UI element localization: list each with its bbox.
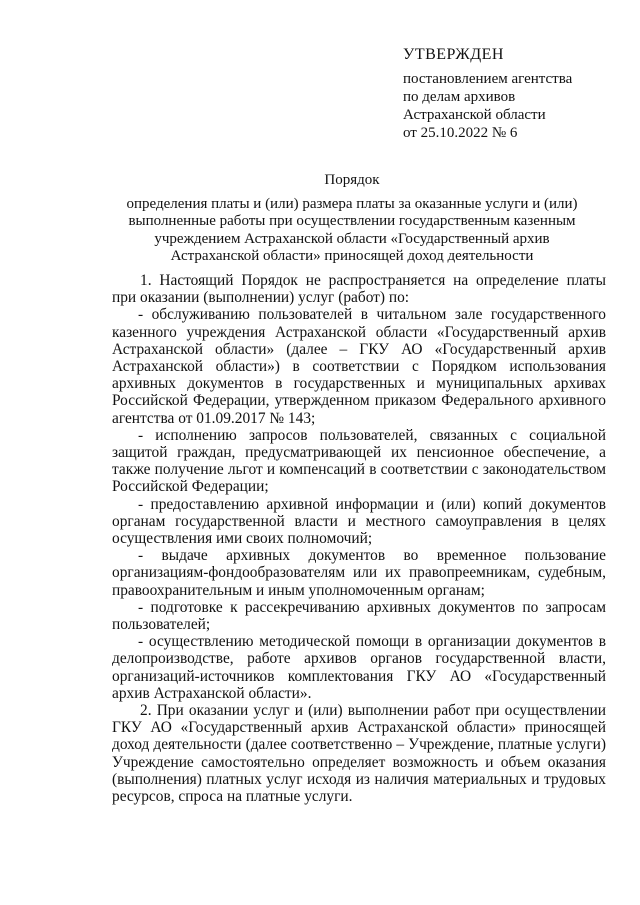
list-item: - предоставлению архивной информации и (или) копий документов органам государственной власти и местного самоуправления в целях осуществления ими своих полномочий; <box>112 495 606 548</box>
approval-line: по делам архивов <box>403 89 516 105</box>
list-item: - подготовке к рассекречиванию архивных документов по запросам пользователей; <box>112 598 606 634</box>
list-item: - исполнению запросов пользователей, связанных с социальной защитой граждан, предусматривающей их пенсионное обеспечение, а также получение льгот и компенсаций в соответствии с законодательством Российской Федерации; <box>112 426 606 496</box>
document-subtitle: определения платы и (или) размера платы за оказанные услуги и (или) выполненные работы при осуществлении государственным казенным учреждением Астраханской области «Государственный архив Астраханской области» приносящей доход деятельности <box>126 195 578 264</box>
list-item: - выдаче архивных документов во временное пользование организациям-фондообразователям или их правопреемникам, судебным, правоохранительным и иным уполномоченным органам; <box>112 547 606 599</box>
paragraph-2: 2. При оказании услуг и (или) выполнении работ при осуществлении ГКУ АО «Государственный архив Астраханской области» приносящей доход деятельности (далее соответственно – Учреждение, платные услуги) Учреждение самостоятельно определяет возможность и объем оказания (выполнения) платных услуг исходя из наличия материальных и трудовых ресурсов, спроса на платные услуги. <box>112 702 606 806</box>
approval-date-number: от 25.10.2022 № 6 <box>403 125 518 141</box>
document-title-block <box>112 172 592 266</box>
document-title: Порядок <box>324 172 380 188</box>
document-body <box>112 272 606 805</box>
approval-heading: УТВЕРЖДЕН <box>403 46 504 63</box>
approval-line: Астраханской области <box>403 107 546 123</box>
approval-stamp-block <box>403 46 623 142</box>
paragraph-1: 1. Настоящий Порядок не распространяется на определение платы при оказании (выполнении) услуг (работ) по: <box>112 272 606 307</box>
list-item: - осуществлению методической помощи в организации документов в делопроизводстве, работе архивов органов государственной власти, организаций-источников комплектования ГКУ АО «Государственный архив Астраханской области». <box>112 633 606 702</box>
list-item: - обслуживанию пользователей в читальном зале государственного казенного учреждения Астраханской области «Государственный архив Астраханской области» (далее – ГКУ АО «Государственный архив Астраханской области») в соответствии с Порядком использования архивных документов в государственных и муниципальных архивах Российской Федерации, утвержденном приказом Федерального архивного агентства от 01.09.2017 № 143; <box>112 306 606 427</box>
approval-line: постановлением агентства <box>403 71 573 87</box>
